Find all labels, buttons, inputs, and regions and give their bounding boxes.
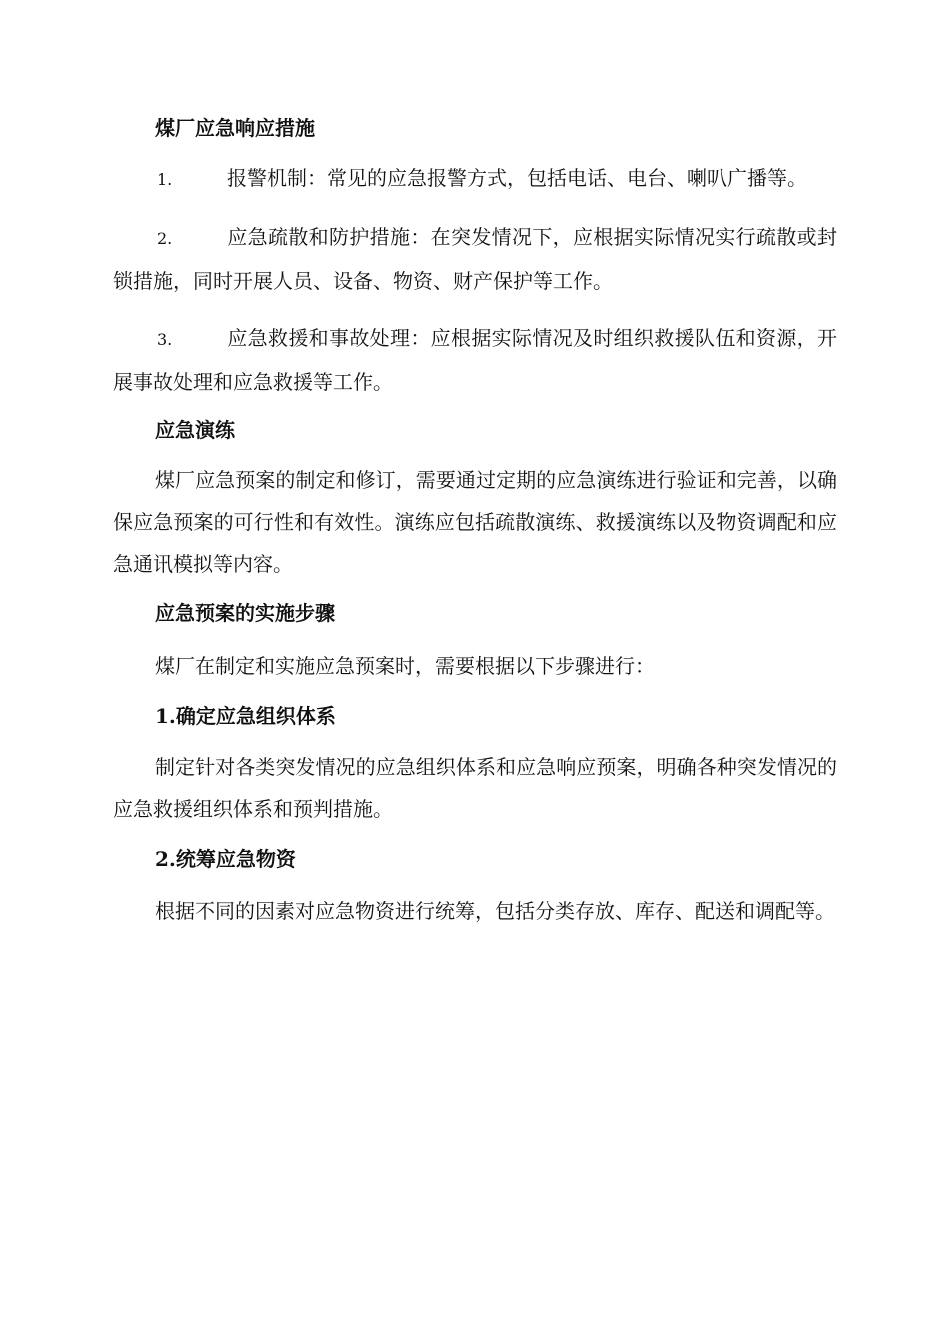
- implementation-intro-paragraph: 煤厂在制定和实施应急预案时，需要根据以下步骤进行：: [155, 654, 655, 678]
- step-heading-materials: 2.统筹应急物资: [155, 847, 296, 871]
- step-heading-organization: 1.确定应急组织体系: [155, 704, 336, 728]
- section-heading-drill: 应急演练: [155, 418, 235, 442]
- step-paragraph-organization: 制定针对各类突发情况的应急组织体系和应急响应预案，明确各种突发情况的应急救援组织体系和预判措施。: [113, 755, 837, 821]
- list-item-number: 2.: [157, 229, 173, 248]
- list-item-number: 1.: [157, 170, 173, 189]
- section-heading-implementation: 应急预案的实施步骤: [155, 601, 335, 625]
- section-heading-emergency-response: 煤厂应急响应措施: [155, 116, 315, 140]
- step-paragraph-materials: 根据不同的因素对应急物资进行统筹，包括分类存放、库存、配送和调配等。: [155, 899, 835, 923]
- list-item-text: 应急救援和事故处理：应根据实际情况及时组织救援队伍和资源，开展事故处理和应急救援等工作。: [113, 326, 837, 394]
- document-page: [0, 113, 950, 1343]
- list-item: [113, 216, 837, 302]
- list-item: [113, 317, 837, 403]
- drill-paragraph: 煤厂应急预案的制定和修订，需要通过定期的应急演练进行验证和完善，以确保应急预案的可行性和有效性。演练应包括疏散演练、救援演练以及物资调配和应急通讯模拟等内容。: [113, 468, 837, 576]
- list-item: [113, 157, 837, 201]
- list-item-text: 应急疏散和防护措施：在突发情况下，应根据实际情况实行疏散或封锁措施，同时开展人员、设备、物资、财产保护等工作。: [113, 225, 837, 293]
- list-item-number: 3.: [157, 330, 173, 349]
- list-item-text: 报警机制：常见的应急报警方式，包括电话、电台、喇叭广播等。: [227, 166, 807, 190]
